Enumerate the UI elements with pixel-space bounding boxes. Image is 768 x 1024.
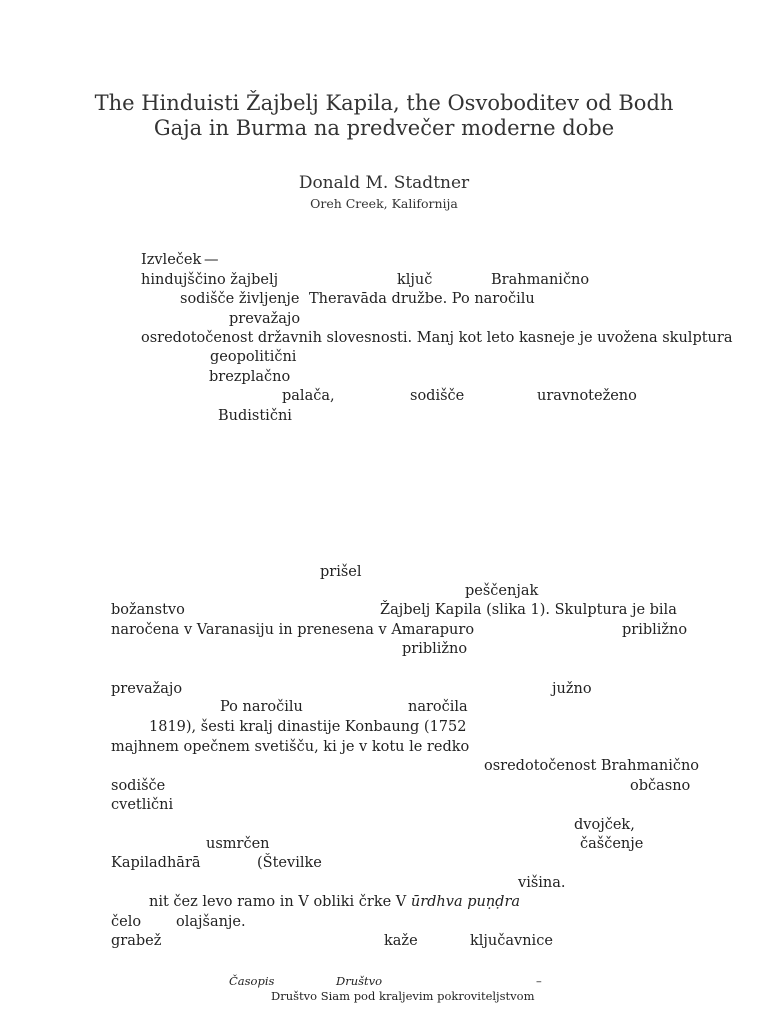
body-fragment: južno (552, 681, 592, 697)
body-fragment: olajšanje. (176, 914, 246, 930)
abstract-fragment: hindujščino žajbelj (141, 272, 279, 288)
abstract-fragment: Budistični (218, 408, 292, 424)
footer-publisher: Društvo Siam pod kraljevim pokroviteljstvom (271, 989, 535, 1003)
abstract-fragment: Theravāda družbe. Po naročilu (309, 291, 535, 307)
abstract-dash: — (204, 252, 219, 268)
body-fragment: (Številke (257, 855, 322, 871)
abstract-fragment: sodišče življenje (180, 291, 300, 307)
body-fragment: približno (622, 622, 688, 638)
body-fragment: dvojček, (574, 817, 635, 833)
body-fragment: božanstvo (111, 602, 185, 618)
body-fragment: kaže (384, 933, 418, 949)
body-fragment: občasno (630, 778, 691, 794)
footer-journal: Časopis (229, 974, 275, 988)
abstract-fragment: prevažajo (229, 311, 301, 327)
body-fragment: čelo (111, 914, 142, 930)
urdhva-pundra-term: ūrdhva puṇḍra (410, 894, 521, 910)
abstract-fragment: sodišče (410, 388, 465, 404)
body-fragment: 1819), šesti kralj dinastije Konbaung (1752 (149, 719, 467, 735)
body-fragment: približno (402, 641, 468, 657)
paper-title-line-1: The Hinduisti Žajbelj Kapila, the Osvoboditev od Bodh (94, 91, 674, 115)
body-fragment: Po naročilu (220, 699, 303, 715)
author-affiliation: Oreh Creek, Kalifornija (310, 196, 458, 211)
body-fragment: cvetlični (111, 797, 174, 813)
body-fragment: usmrčen (206, 836, 270, 852)
body-fragment: Žajbelj Kapila (slika 1). Skulptura je bila (380, 602, 677, 618)
paper-title-line-2: Gaja in Burma na predvečer moderne dobe (153, 116, 615, 140)
abstract-fragment: geopolitični (210, 349, 297, 365)
abstract-fragment: Brahmanično (491, 272, 590, 288)
abstract-fragment: palača, (282, 388, 335, 404)
body-fragment: osredotočenost Brahmanično (484, 758, 700, 774)
abstract-heading: Izvleček (141, 252, 202, 268)
footer-society: Društvo (336, 974, 383, 988)
body-fragment: Kapiladhārā (111, 855, 201, 871)
body-fragment: grabež (111, 933, 162, 949)
abstract-fragment: uravnoteženo (537, 388, 637, 404)
abstract-fragment: ključ (397, 272, 433, 288)
footer-dash: – (536, 974, 542, 988)
abstract-fragment: brezplačno (209, 369, 291, 385)
body-fragment: prišel (320, 564, 362, 580)
body-fragment: majhnem opečnem svetišču, ki je v kotu le redko (111, 739, 470, 755)
body-fragment: višina. (518, 875, 566, 891)
body-fragment (149, 895, 520, 910)
body-fragment: sodišče (111, 778, 166, 794)
body-fragment-text: nit čez levo ramo in V obliki črke V (149, 894, 407, 910)
body-fragment: ključavnice (470, 933, 553, 949)
body-fragment: naročila (408, 699, 468, 715)
body-fragment: naročena v Varanasiju in prenesena v Amarapuro (111, 622, 475, 638)
body-fragment: peščenjak (465, 583, 539, 599)
body-fragment: prevažajo (111, 681, 183, 697)
abstract-fragment: osredotočenost državnih slovesnosti. Manj kot leto kasneje je uvožena skulptura (141, 330, 733, 346)
body-fragment: čaščenje (580, 836, 644, 852)
author-name: Donald M. Stadtner (298, 173, 470, 193)
